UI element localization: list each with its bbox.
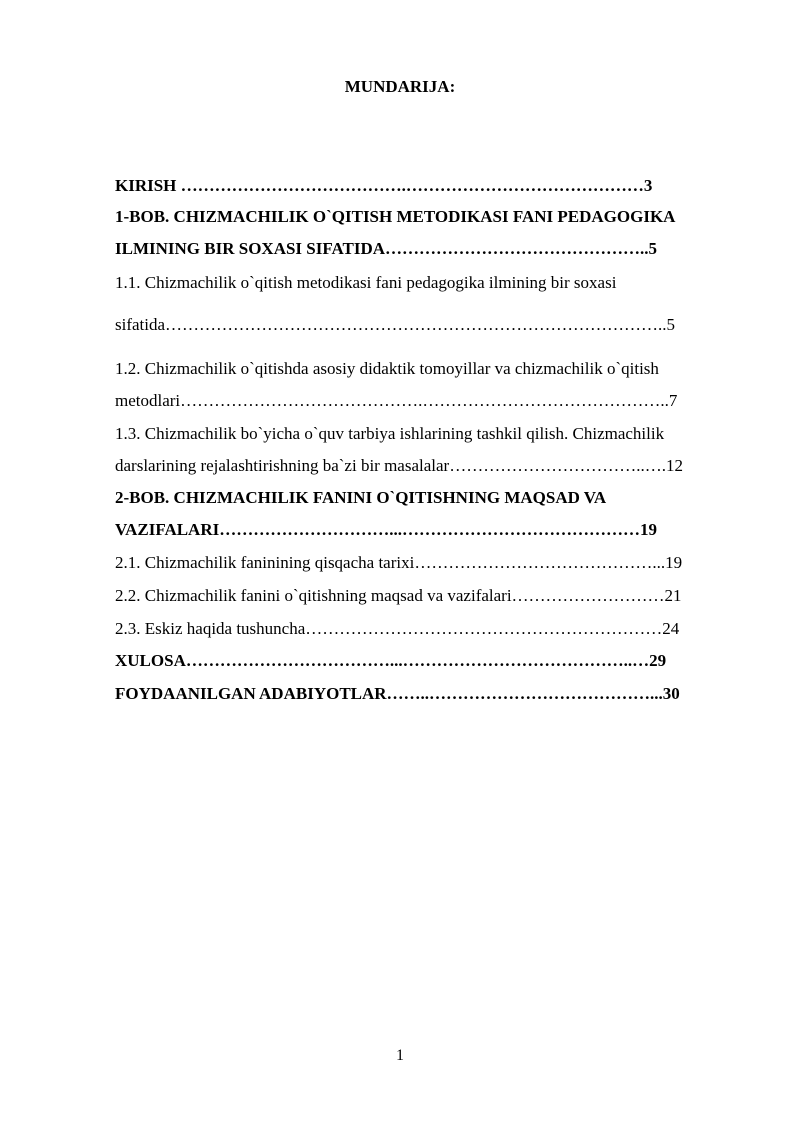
toc-entry-1-2-cont: metodlari…………………………………….……………………………………..7 bbox=[115, 391, 678, 410]
toc-entry-1-1-cont: sifatida……………………………………………………………………………..5 bbox=[115, 315, 676, 334]
toc-entry-1-3-cont: darslarining rejalashtirishning ba`zi bir masalalar……………………………..….12 bbox=[115, 456, 683, 475]
toc-entry-2-3: 2.3. Eskiz haqida tushuncha………………………………………………………24 bbox=[115, 619, 680, 638]
toc-entry-chapter-2: 2-BOB. CHIZMACHILIK FANINI O`QITISHNING MAQSAD VA bbox=[115, 488, 607, 507]
toc-entry-xulosa: XULOSA………………………………...…………………………………..…29 bbox=[115, 651, 667, 670]
toc-entry-1-1: 1.1. Chizmachilik o`qitish metodikasi fani pedagogika ilmining bir soxasi bbox=[115, 273, 617, 292]
toc-entry-adabiyotlar: FOYDAANILGAN ADABIYOTLAR……..…………………………………...30 bbox=[115, 684, 680, 703]
toc-entry-2-1: 2.1. Chizmachilik faninining qisqacha tarixi……………………………………...19 bbox=[115, 553, 683, 572]
toc-entry-chapter-1-cont: ILMINING BIR SOXASI SIFATIDA………………………………………..5 bbox=[115, 239, 658, 258]
toc-entry-kirish: KIRISH ………………………………….……………………………………3 bbox=[115, 176, 653, 195]
toc-entry-2-2: 2.2. Chizmachilik fanini o`qitishning maqsad va vazifalari………………………21 bbox=[115, 586, 682, 605]
page-number: 1 bbox=[396, 1047, 404, 1064]
toc-entry-1-2: 1.2. Chizmachilik o`qitishda asosiy didaktik tomoyillar va chizmachilik o`qitish bbox=[115, 359, 659, 378]
toc-entry-chapter-2-cont: VAZIFALARI…………………………...……………………………………19 bbox=[115, 520, 657, 539]
toc-entry-chapter-1: 1-BOB. CHIZMACHILIK O`QITISH METODIKASI FANI PEDAGOGIKA bbox=[115, 207, 676, 226]
toc-entry-1-3: 1.3. Chizmachilik bo`yicha o`quv tarbiya ishlarining tashkil qilish. Chizmachilik bbox=[115, 424, 665, 443]
page-title: MUNDARIJA: bbox=[344, 77, 456, 96]
